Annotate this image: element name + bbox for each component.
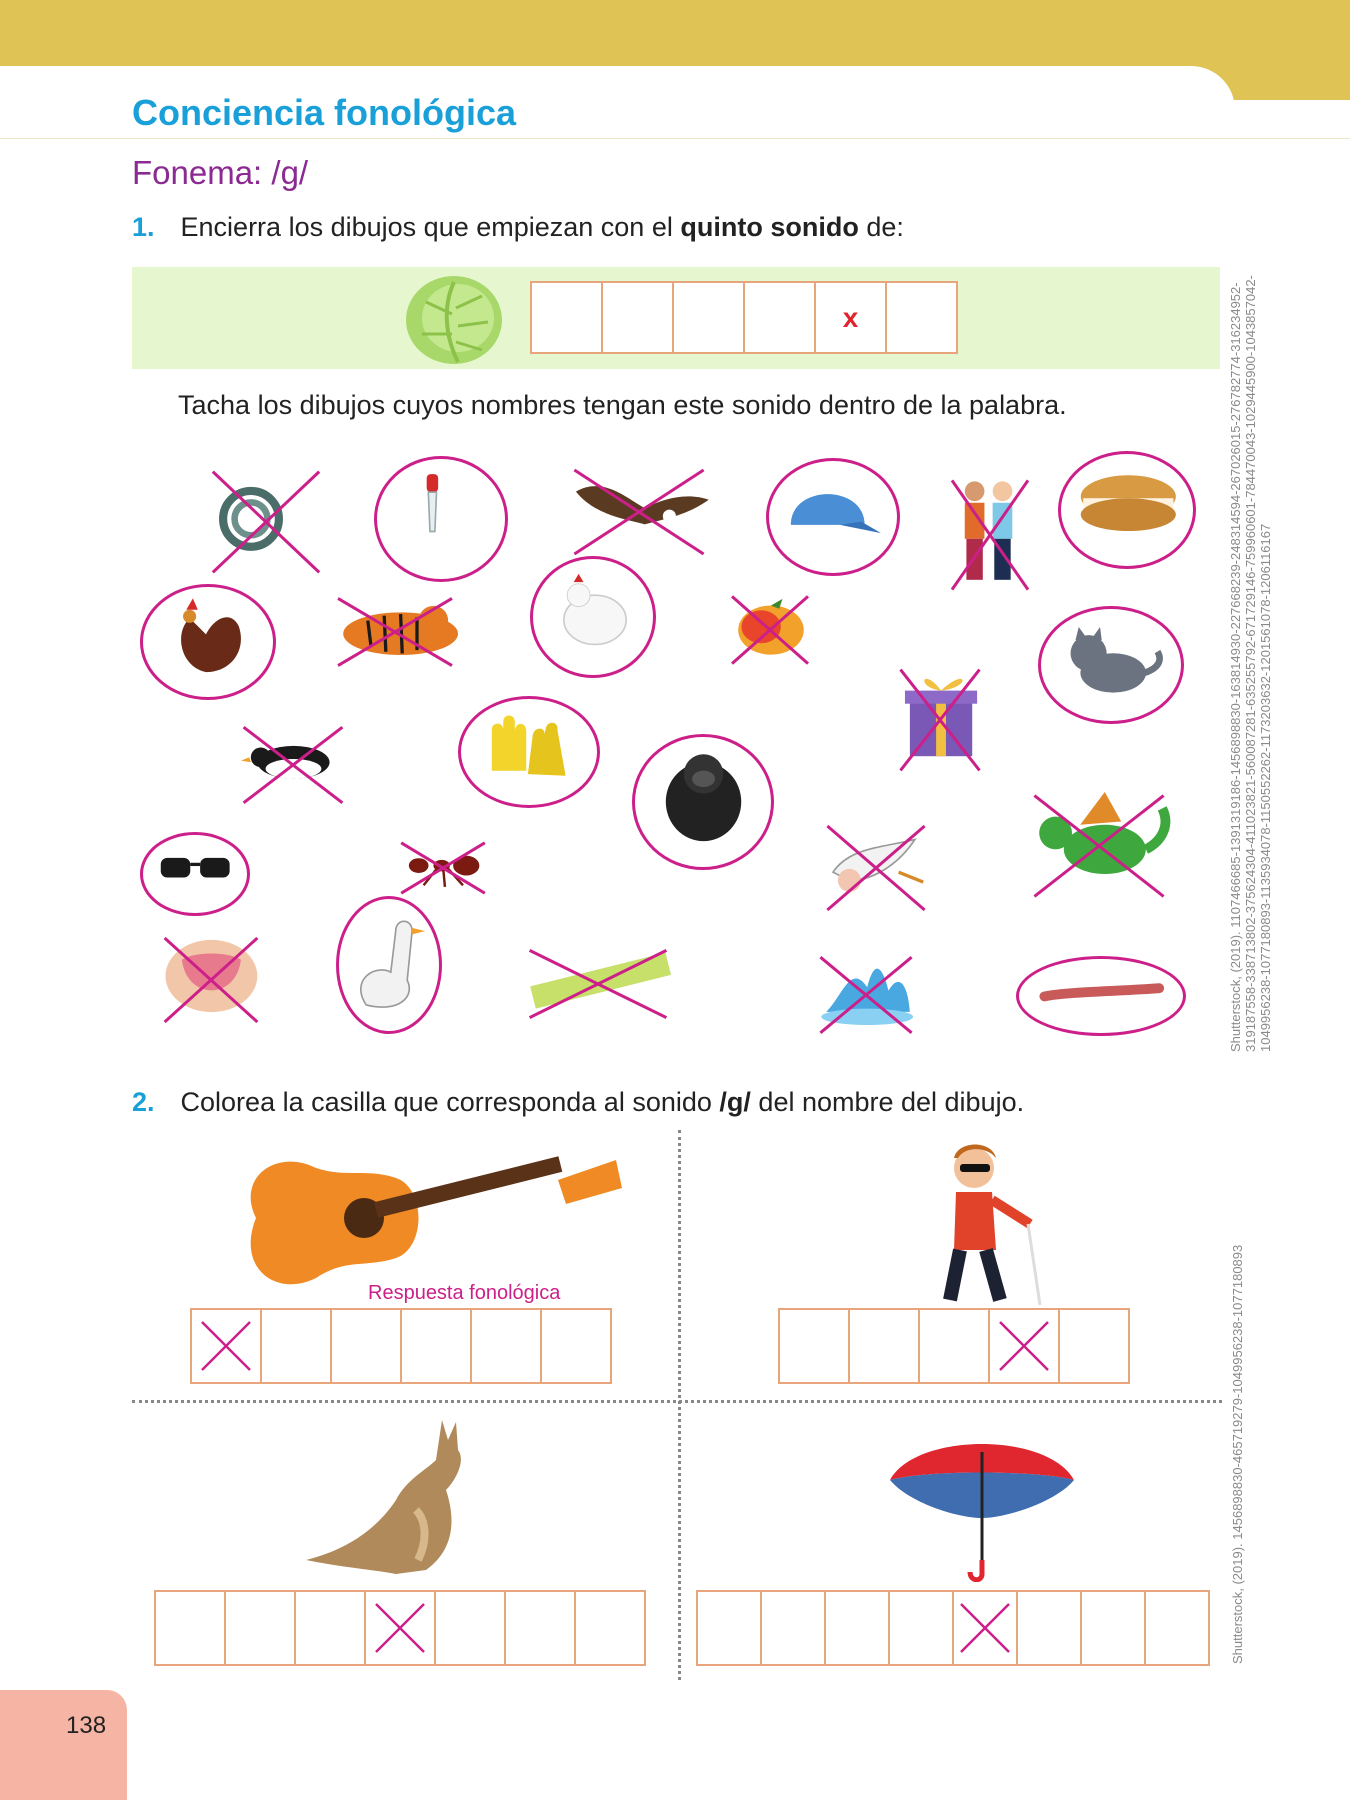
ant-icon bbox=[388, 838, 498, 898]
lettuce-icon bbox=[402, 268, 506, 368]
exercise-1-prompt bbox=[132, 212, 904, 243]
sound-box[interactable] bbox=[848, 1308, 920, 1384]
exercise-1-text-b: de: bbox=[866, 212, 904, 242]
sound-box[interactable] bbox=[470, 1308, 542, 1384]
picture-cookie[interactable] bbox=[1062, 455, 1192, 565]
picture-eagle[interactable] bbox=[554, 462, 724, 562]
splash-icon bbox=[806, 950, 926, 1040]
reference-sound-box[interactable] bbox=[530, 281, 603, 354]
picture-ruler[interactable] bbox=[508, 944, 688, 1024]
cross-mark-icon bbox=[372, 1600, 428, 1656]
picture-dragon[interactable] bbox=[1014, 786, 1184, 906]
exercise-1-instruction bbox=[178, 390, 1067, 421]
page-number-tab bbox=[0, 1690, 127, 1800]
picture-ant[interactable] bbox=[388, 838, 498, 898]
page-subtitle: Fonema: /g/ bbox=[132, 154, 309, 191]
picture-hen[interactable] bbox=[534, 560, 652, 674]
reference-mark: x bbox=[842, 301, 859, 333]
picture-goose[interactable] bbox=[340, 900, 438, 1030]
sound-box[interactable] bbox=[824, 1590, 890, 1666]
sound-box[interactable] bbox=[1016, 1590, 1082, 1666]
picture-gift[interactable] bbox=[888, 660, 992, 780]
sound-box[interactable] bbox=[1144, 1590, 1210, 1666]
instruction-verb: Tacha bbox=[178, 390, 251, 420]
answer-label: Respuesta fonológica bbox=[368, 1282, 561, 1304]
picture-rooster[interactable] bbox=[144, 588, 272, 696]
penguin-icon bbox=[228, 720, 358, 810]
exercise-2-verb: Colorea bbox=[180, 1087, 276, 1117]
circle-mark bbox=[766, 458, 900, 576]
stork-icon bbox=[812, 818, 940, 918]
sound-box[interactable] bbox=[400, 1308, 472, 1384]
gift-icon bbox=[888, 660, 992, 780]
picture-splash[interactable] bbox=[806, 950, 926, 1040]
picture-gorilla[interactable] bbox=[636, 738, 770, 866]
page-number: 138 bbox=[66, 1712, 107, 1739]
sound-box[interactable] bbox=[574, 1590, 646, 1666]
picture-dropper[interactable] bbox=[378, 460, 504, 578]
reference-sound-box[interactable] bbox=[601, 281, 674, 354]
sound-box[interactable] bbox=[434, 1590, 506, 1666]
guitar-sound-boxes bbox=[190, 1308, 612, 1384]
page-title: Conciencia fonológica bbox=[132, 92, 517, 133]
sound-box[interactable] bbox=[224, 1590, 296, 1666]
guitar-icon bbox=[236, 1138, 626, 1298]
reference-sound-box[interactable] bbox=[814, 281, 887, 354]
ruler-icon bbox=[508, 944, 688, 1024]
exercise-1-bold: quinto sonido bbox=[680, 212, 859, 242]
circle-mark bbox=[530, 556, 656, 678]
picture-cat[interactable] bbox=[1042, 610, 1180, 720]
picture-tongue[interactable] bbox=[150, 930, 272, 1030]
credit-top: Shutterstock, (2019). 1107466685-1391319186-1456898830-163814930-227668239-248314594-267026015-276782774-316234952-319187558-338713802-375624304-411023821-560087281-635255792-671729146-759960601-784470043-1029445900-1043857042-1049956238-1077180893-1135934078-1150552262-1173203632-1201561078-1206116167 bbox=[1228, 275, 1273, 1052]
sound-box[interactable] bbox=[952, 1590, 1018, 1666]
sound-box[interactable] bbox=[260, 1308, 332, 1384]
eagle-icon bbox=[554, 462, 724, 562]
credit-bottom: Shutterstock, (2019). 1456898830-465719279-1049956238-1077180893 bbox=[1230, 1244, 1245, 1664]
sound-box[interactable] bbox=[330, 1308, 402, 1384]
exercise-1-verb: Encierra bbox=[180, 212, 282, 242]
blind-man-icon bbox=[930, 1140, 1050, 1310]
instruction-text: los dibujos cuyos nombres tengan este sonido dentro de la palabra. bbox=[257, 390, 1067, 420]
picture-cap[interactable] bbox=[770, 462, 896, 572]
exercise-1-text-a: los dibujos que empiezan con el bbox=[288, 212, 673, 242]
reference-sound-box[interactable] bbox=[885, 281, 958, 354]
cross-mark-icon bbox=[996, 1318, 1052, 1374]
picture-penguin[interactable] bbox=[228, 720, 358, 810]
sound-box[interactable] bbox=[504, 1590, 576, 1666]
hose-icon bbox=[196, 462, 336, 582]
sound-box[interactable] bbox=[1058, 1308, 1130, 1384]
reference-sound-boxes bbox=[530, 281, 958, 354]
umbrella-sound-boxes bbox=[696, 1590, 1210, 1666]
circle-mark bbox=[336, 896, 442, 1034]
circle-mark bbox=[458, 696, 600, 808]
sound-box[interactable] bbox=[540, 1308, 612, 1384]
blind-man-sound-boxes bbox=[778, 1308, 1130, 1384]
friends-icon bbox=[940, 470, 1040, 600]
cross-mark-icon bbox=[957, 1600, 1013, 1656]
tongue-icon bbox=[150, 930, 272, 1030]
circle-mark bbox=[140, 584, 276, 700]
picture-gloves[interactable] bbox=[462, 700, 596, 804]
exercise-2-text-b: del nombre del dibujo. bbox=[758, 1087, 1025, 1117]
circle-mark bbox=[140, 832, 250, 916]
sound-box[interactable] bbox=[918, 1308, 990, 1384]
reference-sound-box[interactable] bbox=[743, 281, 816, 354]
exercise-2-bold: /g/ bbox=[719, 1087, 751, 1117]
exercise-2-prompt bbox=[132, 1087, 1024, 1118]
kangaroo-sound-boxes bbox=[154, 1590, 646, 1666]
sound-box[interactable] bbox=[778, 1308, 850, 1384]
sound-box[interactable] bbox=[154, 1590, 226, 1666]
picture-worm[interactable] bbox=[1020, 960, 1182, 1032]
divider-horizontal bbox=[132, 1400, 1222, 1403]
sound-box[interactable] bbox=[364, 1590, 436, 1666]
sound-box[interactable] bbox=[190, 1308, 262, 1384]
circle-mark bbox=[1016, 956, 1186, 1036]
exercise-2-number: 2. bbox=[132, 1087, 155, 1117]
circle-mark bbox=[374, 456, 508, 582]
cross-mark-icon bbox=[198, 1318, 254, 1374]
mango-icon bbox=[720, 590, 820, 670]
circle-mark bbox=[1058, 451, 1196, 569]
picture-tiger[interactable] bbox=[320, 592, 470, 672]
umbrella-icon bbox=[886, 1422, 1078, 1582]
sound-box[interactable] bbox=[294, 1590, 366, 1666]
picture-friends[interactable] bbox=[940, 470, 1040, 600]
header-rule bbox=[0, 138, 1350, 139]
sound-box[interactable] bbox=[888, 1590, 954, 1666]
picture-hose[interactable] bbox=[196, 462, 336, 582]
sound-box[interactable] bbox=[760, 1590, 826, 1666]
reference-sound-box[interactable] bbox=[672, 281, 745, 354]
kangaroo-icon bbox=[306, 1420, 476, 1580]
picture-stork[interactable] bbox=[812, 818, 940, 918]
circle-mark bbox=[632, 734, 774, 870]
picture-mango[interactable] bbox=[720, 590, 820, 670]
dragon-icon bbox=[1014, 786, 1184, 906]
sound-box[interactable] bbox=[696, 1590, 762, 1666]
tiger-icon bbox=[320, 592, 470, 672]
circle-mark bbox=[1038, 606, 1184, 724]
divider-vertical bbox=[678, 1130, 681, 1680]
sound-box[interactable] bbox=[988, 1308, 1060, 1384]
exercise-2-text-a: la casilla que corresponda al sonido bbox=[282, 1087, 712, 1117]
exercise-1-number: 1. bbox=[132, 212, 155, 242]
sound-box[interactable] bbox=[1080, 1590, 1146, 1666]
picture-sunglasses[interactable] bbox=[144, 836, 246, 912]
